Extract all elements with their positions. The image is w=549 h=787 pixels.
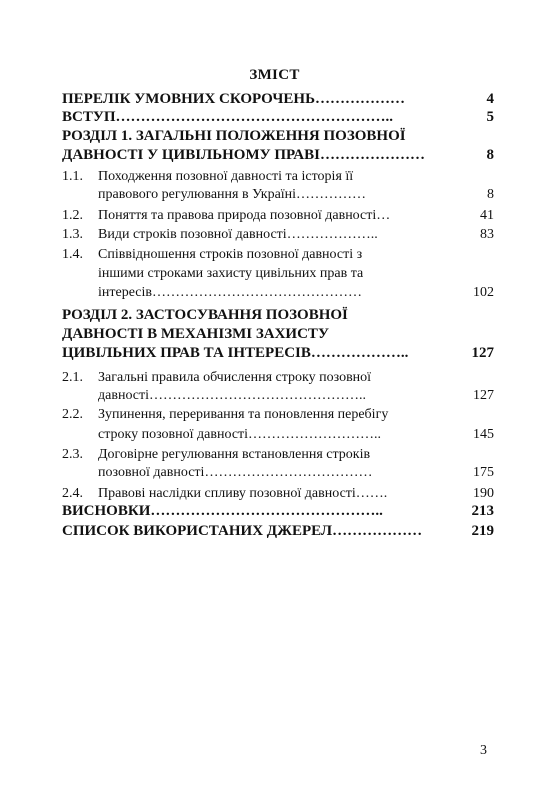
toc-subentry-page: 190 bbox=[473, 486, 494, 501]
toc-subentry-text: Поняття та правова природа позовної давності… bbox=[98, 208, 391, 223]
toc-entry-page: 213 bbox=[471, 503, 494, 519]
toc-entry-text: ЦИВІЛЬНИХ ПРАВ ТА ІНТЕРЕСІВ……………….. bbox=[62, 345, 409, 361]
toc-entry-text: СПИСОК ВИКОРИСТАНИХ ДЖЕРЕЛ……………… bbox=[62, 523, 423, 539]
toc-subentry-text: давності……………………………………….. bbox=[98, 388, 367, 403]
toc-subentry-text: іншими строками захисту цивільних прав та bbox=[98, 266, 364, 281]
toc-entry-text: ВСТУП……………………………………………….. bbox=[62, 109, 394, 125]
toc-subentry-number: 1.3. bbox=[62, 227, 83, 242]
toc-subentry bbox=[62, 406, 494, 442]
toc-subentry-page: 102 bbox=[473, 285, 494, 300]
toc-subentry-text: Походження позовної давності та історія її bbox=[98, 169, 354, 184]
toc-subentry-number: 1.1. bbox=[62, 169, 83, 184]
toc-entry-text: ДАВНОСТІ У ЦИВІЛЬНОМУ ПРАВІ………………… bbox=[62, 147, 425, 163]
toc-entry bbox=[62, 91, 494, 109]
toc-subentry-text: Правові наслідки спливу позовної давності……. bbox=[98, 486, 388, 501]
toc-subentry-page: 41 bbox=[480, 208, 494, 223]
toc-entry bbox=[62, 307, 494, 367]
toc-entry-page: 127 bbox=[471, 345, 494, 361]
toc-subentry bbox=[62, 485, 494, 503]
toc-entry-page: 219 bbox=[471, 523, 494, 539]
toc-subentry-text: Договірне регулювання встановлення строків bbox=[98, 447, 371, 462]
toc-subentry-text: Зупинення, переривання та поновлення перебігу bbox=[98, 407, 389, 422]
toc-subentry-text: правового регулювання в Україні…………… bbox=[98, 187, 367, 202]
toc-subentry-page: 127 bbox=[473, 388, 494, 403]
toc-entry bbox=[62, 503, 494, 521]
toc-entry bbox=[62, 523, 494, 541]
toc-subentry-number: 1.2. bbox=[62, 208, 83, 223]
toc-subentry-number: 2.2. bbox=[62, 407, 83, 422]
toc-entry-page: 4 bbox=[486, 91, 494, 107]
toc-subentry-text: інтересів……………………………………… bbox=[98, 285, 362, 300]
toc-subentry-number: 2.3. bbox=[62, 447, 83, 462]
toc-entry-page: 5 bbox=[486, 109, 494, 125]
toc-subentry bbox=[62, 168, 494, 204]
toc-subentry bbox=[62, 207, 494, 225]
toc-entry-text: РОЗДІЛ 1. ЗАГАЛЬНІ ПОЛОЖЕННЯ ПОЗОВНОЇ bbox=[62, 128, 406, 144]
toc-subentry-text: позовної давності……………………………… bbox=[98, 465, 373, 480]
toc-subentry-text: Види строків позовної давності……………….. bbox=[98, 227, 378, 242]
toc-subentry-text: Загальні правила обчислення строку позовної bbox=[98, 370, 372, 385]
toc-entry bbox=[62, 128, 494, 168]
toc-entry bbox=[62, 109, 494, 127]
toc-subentry bbox=[62, 446, 494, 482]
toc-subentry-text: строку позовної давності……………………….. bbox=[98, 427, 382, 442]
toc-entry-text: ПЕРЕЛІК УМОВНИХ СКОРОЧЕНЬ……………… bbox=[62, 91, 406, 107]
toc-entry-text: РОЗДІЛ 2. ЗАСТОСУВАННЯ ПОЗОВНОЇ bbox=[62, 307, 348, 323]
toc-subentry-text: Співвідношення строків позовної давності з bbox=[98, 247, 363, 262]
toc-title: ЗМІСТ bbox=[249, 67, 300, 83]
toc-subentry-page: 83 bbox=[480, 227, 494, 242]
page-number: 3 bbox=[480, 743, 487, 758]
toc-subentry-number: 1.4. bbox=[62, 247, 83, 262]
toc-subentry-page: 175 bbox=[473, 465, 494, 480]
toc-entry-text: ДАВНОСТІ В МЕХАНІЗМІ ЗАХИСТУ bbox=[62, 326, 329, 342]
toc-subentry-number: 2.1. bbox=[62, 370, 83, 385]
toc-subentry bbox=[62, 246, 494, 302]
toc-subentry bbox=[62, 369, 494, 405]
toc-subentry bbox=[62, 226, 494, 244]
toc-subentry-number: 2.4. bbox=[62, 486, 83, 501]
toc-entry-page: 8 bbox=[486, 147, 494, 163]
toc-entry-text: ВИСНОВКИ……………………………………….. bbox=[62, 503, 383, 519]
toc-subentry-page: 8 bbox=[487, 187, 494, 202]
toc-subentry-page: 145 bbox=[473, 427, 494, 442]
